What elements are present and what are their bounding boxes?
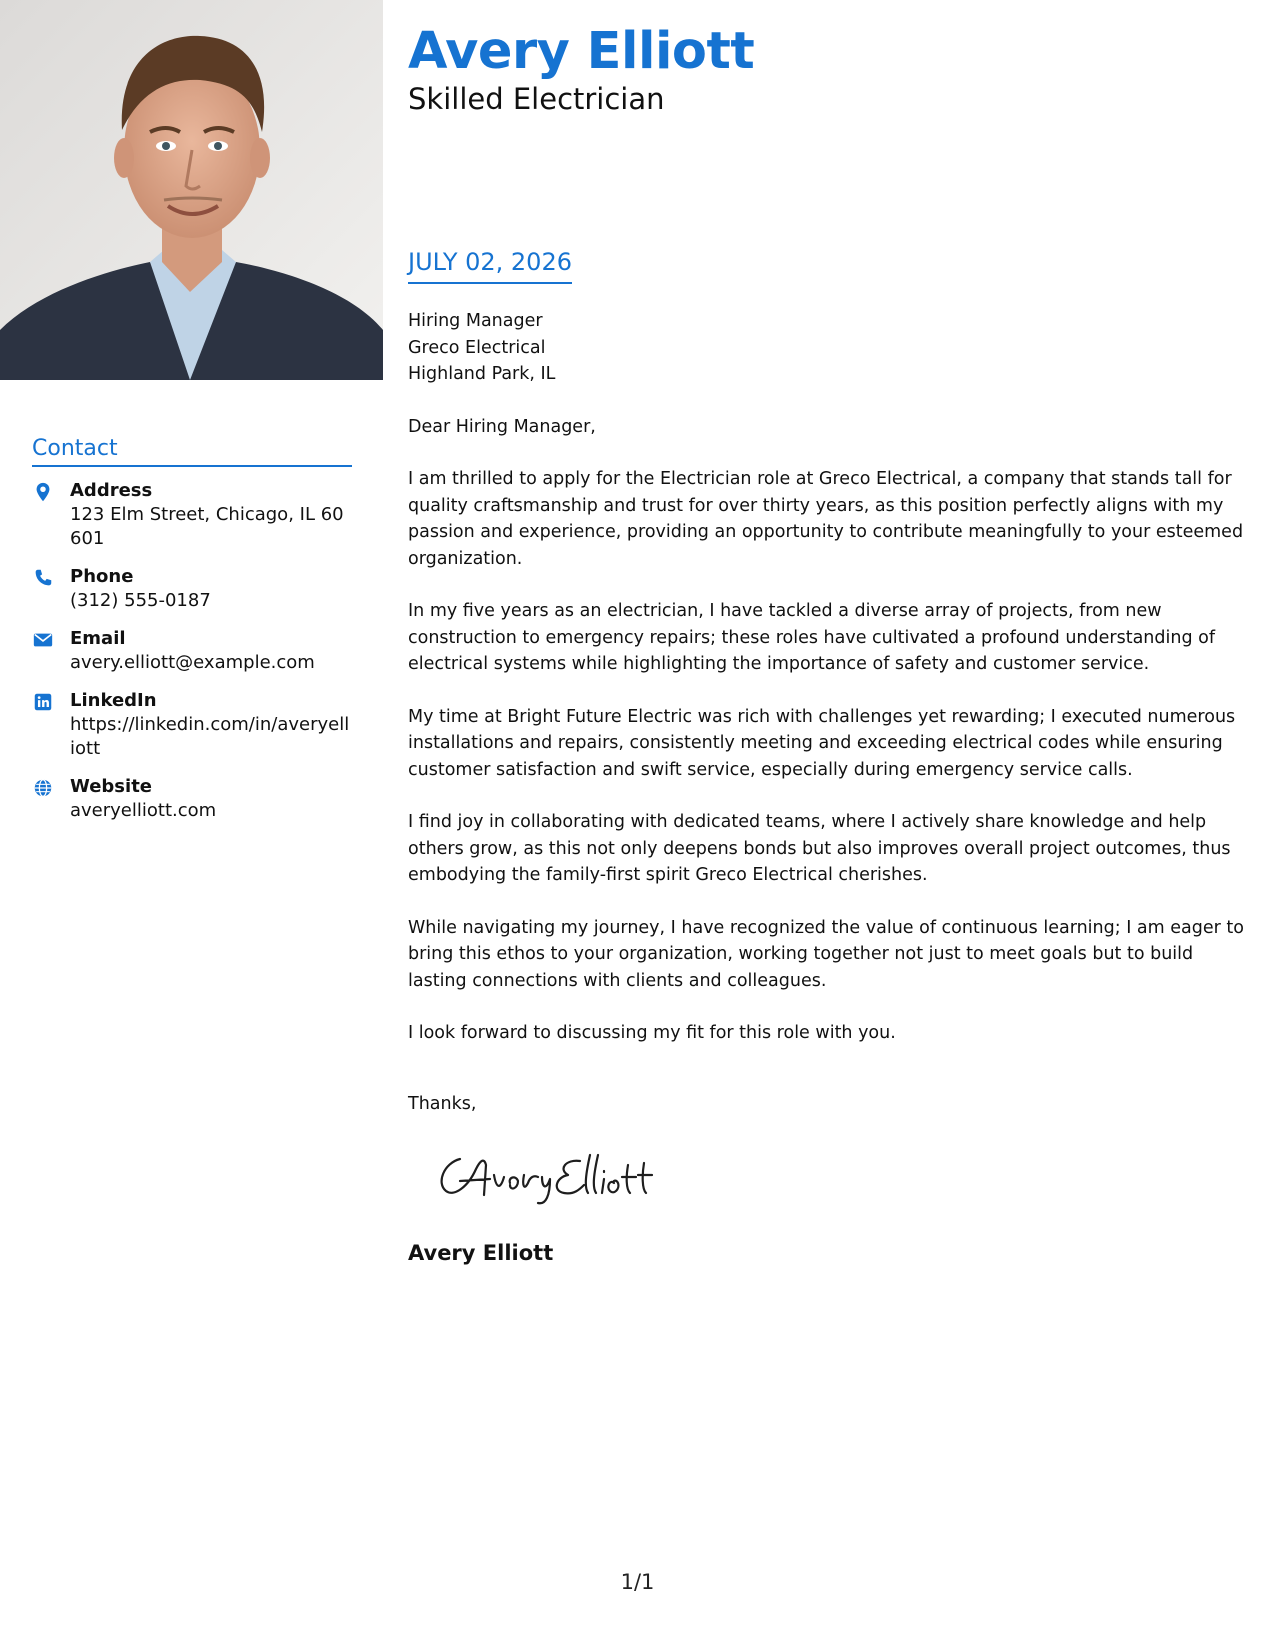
signer-name: Avery Elliott [408,1240,554,1265]
applicant-title: Skilled Electrician [408,82,665,116]
recipient-block [408,308,1248,388]
contact-email [32,627,352,675]
letter-paragraph: I find joy in collaborating with dedicated teams, where I actively share knowledge and help others grow, as this not only deepens bonds but also improves overall project outcomes, thus embodying the family-first spirit Greco Electrical cherishes. [408,812,1231,885]
profile-photo [0,0,383,380]
contact-linkedin [32,689,352,761]
contact-value-email[interactable]: avery.elliott@example.com [70,652,315,673]
contact-value-address: 123 Elm Street, Chicago, IL 60601 [70,504,344,549]
contact-value-website[interactable]: averyelliott.com [70,800,217,821]
handwritten-signature [430,1139,670,1209]
salutation: Dear Hiring Manager, [408,416,596,437]
applicant-name: Avery Elliott [408,22,755,81]
contact-address [32,479,352,551]
contact-value-phone: (312) 555-0187 [70,590,211,611]
recipient-line: Greco Electrical [408,337,546,358]
globe-icon [32,777,54,799]
letter-paragraph: In my five years as an electrician, I have tackled a diverse array of projects, from new construction to emergency repairs; these roles have cultivated a profound understanding of electrical systems while highlighting the importance of safety and customer service. [408,601,1215,674]
contact-label-linkedin: LinkedIn [70,690,157,711]
contact-heading: Contact [32,436,352,467]
letter-date: JULY 02, 2026 [408,248,572,284]
contact-label-address: Address [70,480,153,501]
envelope-icon [32,629,54,651]
contact-phone [32,565,352,613]
contact-section [32,436,352,837]
map-pin-icon [32,481,54,503]
contact-website [32,775,352,823]
contact-label-website: Website [70,776,153,797]
contact-label-phone: Phone [70,566,134,587]
letter-paragraph: I am thrilled to apply for the Electrician role at Greco Electrical, a company that stands tall for quality craftsmanship and trust for over thirty years, as this position perfectly aligns with my passion and experience, providing an opportunity to contribute meaningfully to your esteemed organization. [408,469,1244,569]
contact-label-email: Email [70,628,126,649]
page-number: 1/1 [620,1570,655,1594]
letter-paragraph: While navigating my journey, I have recognized the value of continuous learning; I am eager to bring this ethos to your organization, working together not just to meet goals but to build lasting connections with clients and colleagues. [408,917,1244,991]
contact-value-linkedin[interactable]: https://linkedin.com/in/averyelliott [70,714,350,759]
portrait-image [0,0,383,380]
letter-paragraph: I look forward to discussing my fit for this role with you. [408,1023,896,1043]
closing: Thanks, [408,1093,477,1114]
recipient-line: Highland Park, IL [408,364,556,384]
phone-icon [32,567,54,589]
linkedin-icon [32,691,54,713]
recipient-line: Hiring Manager [408,311,543,331]
letter-paragraph: My time at Bright Future Electric was rich with challenges yet rewarding; I executed numerous installations and repairs, consistently meeting and exceeding electrical codes while ensuring customer satisfaction and swift service, especially during emergency service calls. [408,706,1236,780]
letter-body [408,308,1248,1266]
